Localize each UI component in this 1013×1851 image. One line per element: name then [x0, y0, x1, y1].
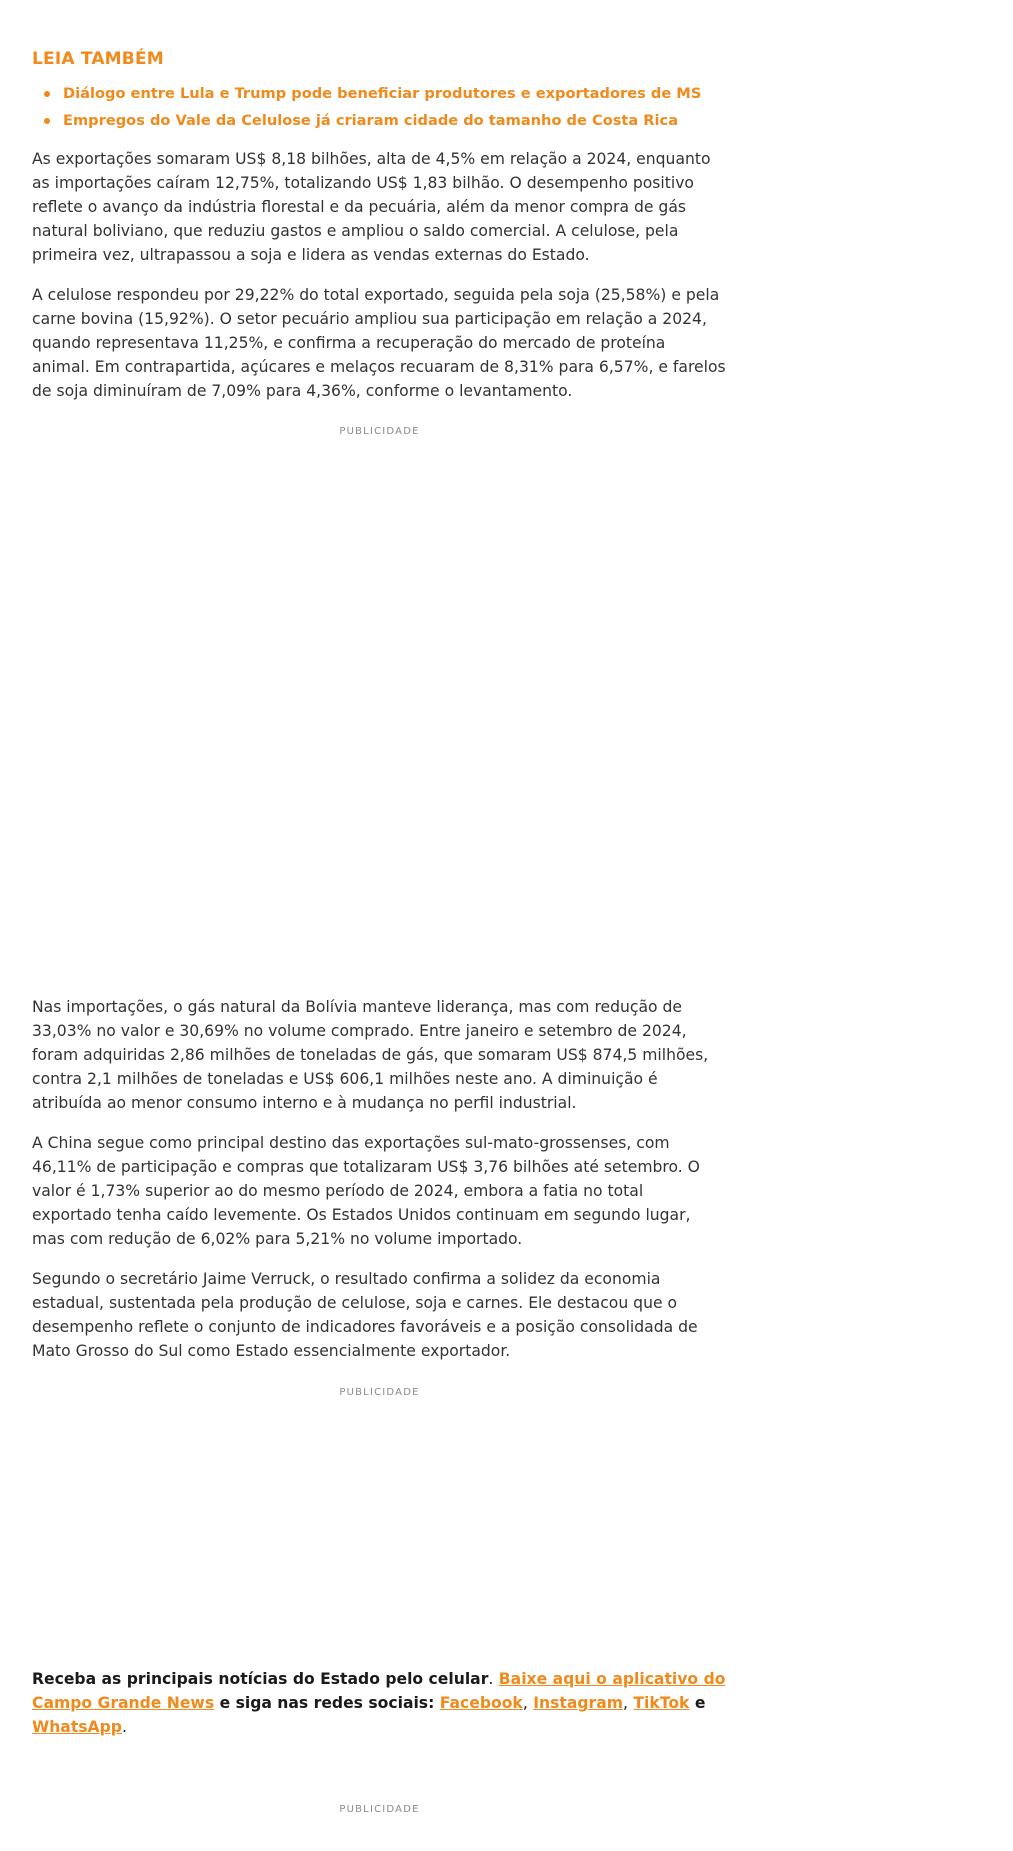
app-cta: [32, 1667, 727, 1739]
leia-tambem-link-label: Empregos do Vale da Celulose já criaram cidade do tamanho de Costa Rica: [63, 112, 679, 129]
cta-social-intro: e siga nas redes sociais:: [219, 1694, 435, 1712]
leia-tambem-list: [32, 80, 701, 134]
bullet-icon: [44, 118, 50, 124]
ad-label: PUBLICIDADE: [339, 1804, 420, 1815]
article-paragraph-celulose: A celulose respondeu por 29,22% do total exportado, seguida pela soja (25,58%) e pela carne bovina (15,92%). O setor pecuário ampliou sua participação em relação a 2024, quando representava 11,25%, e confirma a recuperação do mercado de proteína animal. Em contrapartida, açúcares e melaços recuaram de 8,31% para 6,57%, e farelos de soja diminuíram de 7,09% para 4,36%, conforme o levantamento.: [32, 286, 726, 400]
ad-slot: [32, 442, 727, 982]
article-paragraph-exports: As exportações somaram US$ 8,18 bilhões, alta de 4,5% em relação a 2024, enquanto as importações caíram 12,75%, totalizando US$ 1,83 bilhão. O desempenho positivo reflete o avanço da indústria florestal e da pecuária, além da menor compra de gás natural boliviano, que reduziu gastos e ampliou o saldo comercial. A celulose, pela primeira vez, ultrapassou a soja e lidera as vendas externas do Estado.: [32, 150, 711, 264]
leia-tambem-link-label: Diálogo entre Lula e Trump pode beneficiar produtores e exportadores de MS: [63, 85, 702, 102]
whatsapp-link[interactable]: WhatsApp: [32, 1718, 122, 1736]
article-paragraph-imports: Nas importações, o gás natural da Bolívia manteve liderança, mas com redução de 33,03% no valor e 30,69% no volume comprado. Entre janeiro e setembro de 2024, foram adquiridas 2,86 milhões de toneladas de gás, que somaram US$ 874,5 milhões, contra 2,1 milhões de toneladas e US$ 606,1 milhões neste ano. A diminuição é atribuída ao menor consumo interno e à mudança no perfil industrial.: [32, 998, 709, 1112]
tiktok-link[interactable]: TikTok: [633, 1694, 690, 1712]
ad-slot: [32, 1403, 727, 1653]
leia-tambem-link-lula-trump[interactable]: [32, 80, 701, 107]
cta-comma: ,: [522, 1694, 528, 1712]
instagram-link[interactable]: Instagram: [533, 1694, 624, 1712]
cta-comma: ,: [623, 1694, 628, 1712]
leia-tambem-link-vale-celulose[interactable]: [32, 107, 701, 134]
ad-label: PUBLICIDADE: [339, 426, 420, 437]
cta-lead: Receba as principais notícias do Estado pelo celular: [32, 1670, 489, 1688]
app-download-link[interactable]: Baixe aqui o aplicativo do Campo Grande News: [32, 1670, 726, 1712]
cta-and: e: [694, 1694, 706, 1712]
leia-tambem-title: LEIA TAMBÉM: [32, 49, 164, 69]
article-paragraph-verruck: Segundo o secretário Jaime Verruck, o resultado confirma a solidez da economia estadual, sustentada pela produção de celulose, soja e carnes. Ele destacou que o desempenho reflete o conjunto de indicadores favoráveis e a posição consolidada de Mato Grosso do Sul como Estado essencialmente exportador.: [32, 1270, 698, 1360]
cta-end: .: [121, 1718, 127, 1736]
bullet-icon: [44, 91, 50, 97]
facebook-link[interactable]: Facebook: [439, 1694, 523, 1712]
article-paragraph-china: A China segue como principal destino das exportações sul-mato-grossenses, com 46,11% de participação e compras que totalizaram US$ 3,76 bilhões até setembro. O valor é 1,73% superior ao do mesmo período de 2024, embora a fatia no total exportado tenha caído levemente. Os Estados Unidos continuam em segundo lugar, mas com redução de 6,02% para 5,21% no volume importado.: [32, 1134, 700, 1248]
ad-label: PUBLICIDADE: [339, 1387, 420, 1398]
cta-dot: .: [488, 1670, 494, 1688]
